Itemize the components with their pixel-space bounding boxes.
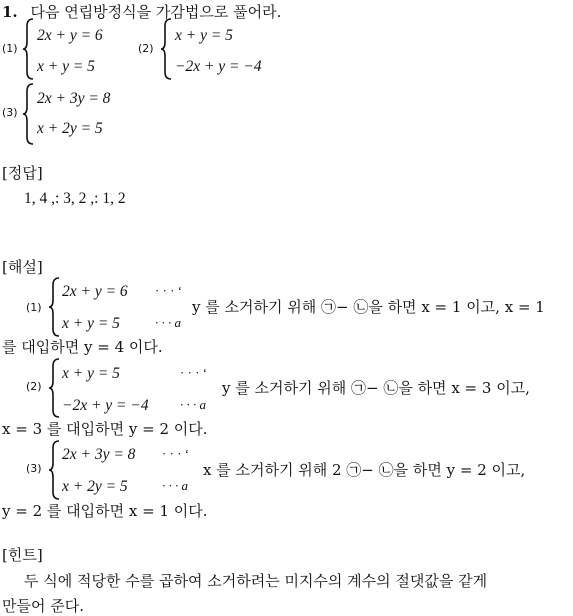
equation: −2x + y = −4	[62, 397, 149, 414]
brace-icon	[48, 440, 60, 500]
equation: 2x + 3y = 8	[37, 90, 111, 107]
equation-marker: · · · a	[180, 397, 206, 412]
equation-marker: · · · ‘	[180, 365, 208, 380]
explanation-item-label: (3)	[26, 462, 42, 475]
hint-line: 두 식에 적당한 수를 곱하여 소거하려는 미지수의 계수의 절댓값을 같게	[24, 572, 488, 590]
brace-icon	[48, 277, 60, 337]
equation-marker: · · · a	[162, 478, 188, 493]
brace-icon	[48, 358, 60, 418]
explanation-line: 를 대입하면 y = 4 이다.	[2, 338, 163, 356]
explanation-item-label: (2)	[26, 380, 42, 393]
problem-number: 1.	[2, 3, 18, 21]
explanation-item-label: (1)	[26, 301, 42, 314]
equation: 2x + 3y = 8	[62, 446, 136, 463]
equation: x + 2y = 5	[62, 478, 128, 495]
equation: x + 2y = 5	[37, 120, 103, 137]
problem-item-label: (2)	[138, 42, 154, 55]
equation: x + y = 5	[37, 58, 95, 75]
hint-heading: [힌트]	[2, 546, 43, 564]
equation-marker: · · · a	[155, 315, 181, 330]
brace-icon	[22, 18, 34, 80]
answer-text: 1, 4 ,: 3, 2 ,: 1, 2	[24, 190, 126, 207]
brace-icon	[160, 18, 172, 80]
explanation-heading: [해설]	[2, 258, 43, 276]
answer-heading: [정답]	[2, 164, 43, 182]
equation: x + y = 5	[175, 27, 233, 44]
equation: x + y = 5	[62, 315, 120, 332]
equation-marker: · · · ‘	[162, 446, 190, 461]
explanation-line: y = 2 를 대입하면 x = 1 이다.	[2, 502, 208, 520]
brace-icon	[22, 83, 34, 145]
explanation-line: y 를 소거하기 위해 ㉠− ㉡을 하면 x = 3 이고,	[222, 379, 530, 397]
problem-instruction: 다음 연립방정식을 가감법으로 풀어라.	[30, 3, 282, 21]
problem-header	[2, 3, 281, 21]
problem-item-label: (1)	[2, 42, 18, 55]
problem-item-label: (3)	[2, 106, 18, 119]
equation: −2x + y = −4	[175, 58, 262, 75]
equation: 2x + y = 6	[37, 27, 103, 44]
hint-line: 만들어 준다.	[2, 597, 84, 615]
explanation-line: x = 3 를 대입하면 y = 2 이다.	[2, 420, 208, 438]
explanation-line: x 를 소거하기 위해 2 ㉠− ㉡을 하면 y = 2 이고,	[203, 461, 526, 479]
equation: 2x + y = 6	[62, 283, 128, 300]
equation-marker: · · · ‘	[155, 283, 183, 298]
equation: x + y = 5	[62, 365, 120, 382]
explanation-line: y 를 소거하기 위해 ㉠− ㉡을 하면 x = 1 이고, x = 1	[192, 298, 545, 316]
